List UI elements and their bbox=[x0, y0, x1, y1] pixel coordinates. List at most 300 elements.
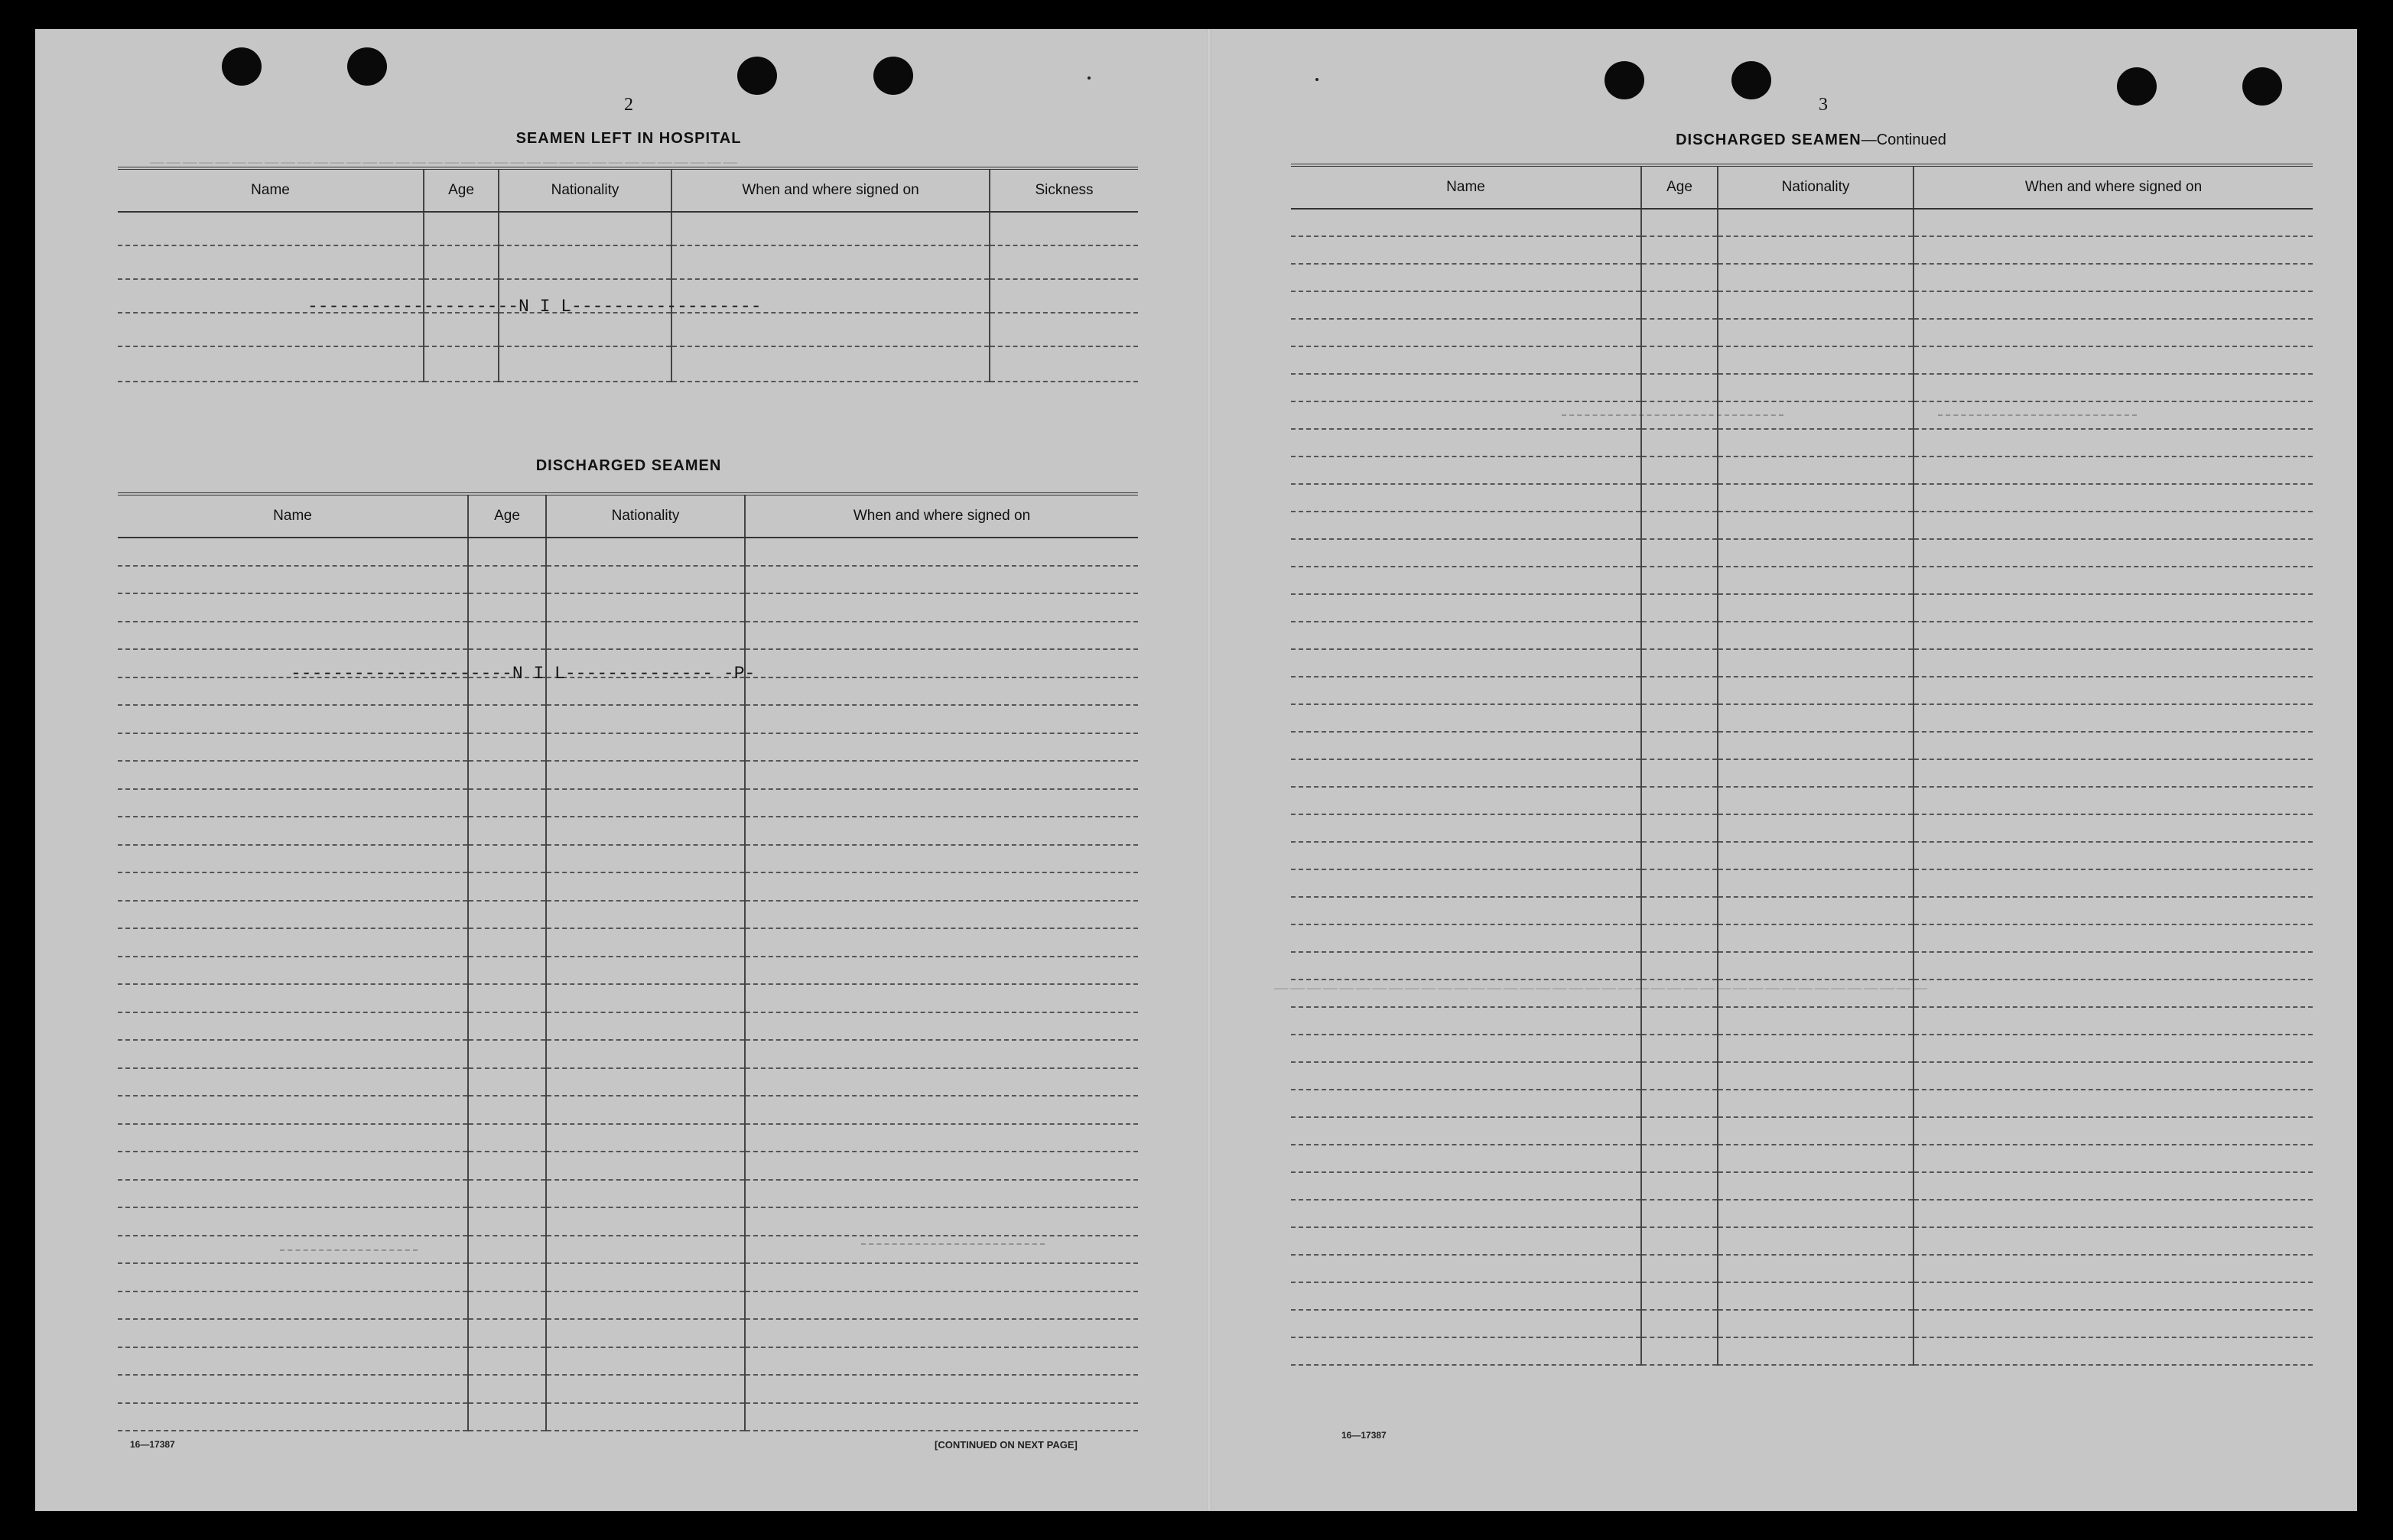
table-row bbox=[1291, 401, 2313, 429]
table-cell bbox=[1291, 567, 1641, 594]
table-cell bbox=[118, 1096, 468, 1124]
table-cell bbox=[1641, 264, 1718, 291]
table-row bbox=[118, 1319, 1138, 1347]
table-cell bbox=[1641, 236, 1718, 264]
table-row bbox=[1291, 429, 2313, 456]
table-cell bbox=[118, 845, 468, 873]
table-cell bbox=[1718, 732, 1913, 759]
table-cell bbox=[468, 1403, 546, 1431]
table-cell bbox=[468, 1236, 546, 1264]
table-cell bbox=[468, 845, 546, 873]
table-row bbox=[118, 538, 1138, 566]
table-cell bbox=[468, 761, 546, 789]
page-number: 3 bbox=[1819, 95, 1828, 115]
table-cell bbox=[118, 1375, 468, 1403]
table-cell bbox=[1913, 346, 2313, 374]
table-cell bbox=[546, 1124, 745, 1152]
table-cell bbox=[745, 1096, 1138, 1124]
table-cell bbox=[1641, 209, 1718, 236]
table-cell bbox=[1291, 484, 1641, 512]
table-cell bbox=[1641, 924, 1718, 952]
table-cell bbox=[546, 928, 745, 957]
table-cell bbox=[546, 1375, 745, 1403]
table-cell bbox=[468, 566, 546, 594]
table-cell bbox=[1291, 787, 1641, 814]
table-cell bbox=[1291, 236, 1641, 264]
table-cell bbox=[1641, 980, 1718, 1007]
table-cell bbox=[1913, 1062, 2313, 1090]
column-header-signed-on: When and where signed on bbox=[745, 494, 1138, 538]
table-cell bbox=[1913, 1172, 2313, 1200]
table-cell bbox=[1718, 567, 1913, 594]
table-cell bbox=[1718, 484, 1913, 512]
table-cell bbox=[1291, 677, 1641, 704]
table-cell bbox=[1641, 814, 1718, 842]
table-cell bbox=[546, 593, 745, 622]
table-row bbox=[118, 1347, 1138, 1376]
table-cell bbox=[1718, 759, 1913, 787]
table-row bbox=[1291, 1035, 2313, 1062]
column-header-name: Name bbox=[118, 168, 424, 212]
table-cell bbox=[745, 761, 1138, 789]
table-cell bbox=[118, 1040, 468, 1068]
table-cell bbox=[546, 817, 745, 845]
table-cell bbox=[1641, 429, 1718, 456]
table-header-row bbox=[118, 168, 1138, 212]
table-cell bbox=[1291, 869, 1641, 897]
table-cell bbox=[1291, 1200, 1641, 1227]
table-cell bbox=[118, 1347, 468, 1376]
table-cell bbox=[546, 733, 745, 762]
table-cell bbox=[745, 1236, 1138, 1264]
faint-mark bbox=[280, 1249, 418, 1252]
table-cell bbox=[118, 1068, 468, 1097]
table-row bbox=[118, 1403, 1138, 1431]
table-cell bbox=[468, 1347, 546, 1376]
table-cell bbox=[1291, 980, 1641, 1007]
table-row bbox=[1291, 842, 2313, 869]
table-cell bbox=[1718, 512, 1913, 539]
continued-note: [CONTINUED ON NEXT PAGE] bbox=[935, 1439, 1078, 1451]
table-cell bbox=[118, 538, 468, 566]
table-cell bbox=[1291, 924, 1641, 952]
table-row bbox=[1291, 1090, 2313, 1117]
table-row bbox=[1291, 539, 2313, 567]
table-row bbox=[118, 346, 1138, 382]
table-cell bbox=[1291, 1007, 1641, 1035]
table-cell bbox=[1291, 1035, 1641, 1062]
table-cell bbox=[1913, 649, 2313, 677]
table-cell bbox=[546, 1319, 745, 1347]
table-cell bbox=[745, 622, 1138, 650]
hospital-nil-entry: --------------------N I L------------------ bbox=[307, 297, 762, 317]
table-cell bbox=[1291, 649, 1641, 677]
table-cell bbox=[468, 593, 546, 622]
table-cell bbox=[1718, 1227, 1913, 1255]
table-cell bbox=[1718, 1310, 1913, 1337]
table-cell bbox=[1718, 374, 1913, 401]
table-cell bbox=[468, 1040, 546, 1068]
table-cell bbox=[468, 817, 546, 845]
table-row bbox=[118, 901, 1138, 929]
table-cell bbox=[745, 593, 1138, 622]
discharged-continued-table bbox=[1291, 164, 2313, 1366]
table-row bbox=[118, 1012, 1138, 1041]
table-cell bbox=[1641, 1255, 1718, 1282]
table-cell bbox=[118, 1124, 468, 1152]
table-cell bbox=[1718, 1007, 1913, 1035]
discharged-section-title: DISCHARGED SEAMEN bbox=[535, 457, 722, 474]
table-cell bbox=[1718, 456, 1913, 484]
table-cell bbox=[1291, 429, 1641, 456]
table-cell bbox=[546, 984, 745, 1012]
table-cell bbox=[546, 1012, 745, 1041]
table-cell bbox=[745, 1319, 1138, 1347]
table-cell bbox=[1913, 1200, 2313, 1227]
table-cell bbox=[745, 1291, 1138, 1320]
table-cell bbox=[468, 928, 546, 957]
document-sheet bbox=[35, 29, 2357, 1511]
table-row bbox=[118, 928, 1138, 957]
table-cell bbox=[1291, 732, 1641, 759]
table-cell bbox=[468, 1180, 546, 1208]
table-cell bbox=[1913, 759, 2313, 787]
table-cell bbox=[1913, 264, 2313, 291]
faint-mark bbox=[1562, 414, 1783, 417]
table-row bbox=[1291, 759, 2313, 787]
table-row bbox=[118, 733, 1138, 762]
column-header-sickness: Sickness bbox=[990, 168, 1138, 212]
table-row bbox=[118, 1068, 1138, 1097]
discharged-table bbox=[118, 492, 1138, 1431]
table-cell bbox=[1291, 1062, 1641, 1090]
table-cell bbox=[745, 649, 1138, 677]
table-cell bbox=[1641, 291, 1718, 319]
table-cell bbox=[546, 845, 745, 873]
table-cell bbox=[546, 1180, 745, 1208]
table-cell bbox=[546, 1152, 745, 1180]
table-cell bbox=[1913, 1145, 2313, 1172]
table-cell bbox=[1913, 209, 2313, 236]
table-row bbox=[1291, 594, 2313, 622]
table-cell bbox=[546, 705, 745, 733]
table-cell bbox=[546, 1403, 745, 1431]
table-cell bbox=[1291, 814, 1641, 842]
table-cell bbox=[1718, 869, 1913, 897]
table-row bbox=[1291, 456, 2313, 484]
table-cell bbox=[546, 761, 745, 789]
table-row bbox=[118, 566, 1138, 594]
table-cell bbox=[1913, 924, 2313, 952]
table-row bbox=[1291, 649, 2313, 677]
table-cell bbox=[1291, 952, 1641, 980]
table-cell bbox=[1913, 319, 2313, 346]
table-cell bbox=[1718, 346, 1913, 374]
table-cell bbox=[1718, 236, 1913, 264]
table-cell bbox=[118, 901, 468, 929]
table-cell bbox=[1913, 814, 2313, 842]
table-cell bbox=[1913, 484, 2313, 512]
table-row bbox=[1291, 897, 2313, 924]
table-row bbox=[1291, 209, 2313, 236]
table-cell bbox=[1291, 1337, 1641, 1365]
table-cell bbox=[745, 789, 1138, 817]
table-cell bbox=[1641, 594, 1718, 622]
table-cell bbox=[745, 1263, 1138, 1291]
table-row bbox=[118, 1152, 1138, 1180]
column-header-name: Name bbox=[118, 494, 468, 538]
table-row bbox=[1291, 1007, 2313, 1035]
table-cell bbox=[1641, 649, 1718, 677]
table-cell bbox=[1641, 787, 1718, 814]
table-cell bbox=[468, 1068, 546, 1097]
table-cell bbox=[118, 1263, 468, 1291]
table-cell bbox=[1718, 429, 1913, 456]
table-cell bbox=[1913, 842, 2313, 869]
table-cell bbox=[118, 984, 468, 1012]
table-cell bbox=[468, 1263, 546, 1291]
table-cell bbox=[1641, 346, 1718, 374]
column-header-nationality: Nationality bbox=[1718, 165, 1913, 209]
table-row bbox=[1291, 924, 2313, 952]
column-header-age: Age bbox=[424, 168, 499, 212]
table-cell bbox=[1718, 980, 1913, 1007]
table-cell bbox=[1913, 732, 2313, 759]
table-row bbox=[118, 593, 1138, 622]
faint-mark bbox=[861, 1243, 1045, 1246]
table-row bbox=[1291, 869, 2313, 897]
table-cell bbox=[1291, 897, 1641, 924]
table-cell bbox=[745, 566, 1138, 594]
table-cell bbox=[546, 1291, 745, 1320]
table-row bbox=[118, 817, 1138, 845]
table-cell bbox=[1291, 319, 1641, 346]
left-page bbox=[35, 29, 1207, 1511]
table-cell bbox=[1913, 1255, 2313, 1282]
table-cell bbox=[745, 677, 1138, 706]
table-cell bbox=[1718, 594, 1913, 622]
table-cell bbox=[1641, 1282, 1718, 1310]
table-cell bbox=[1641, 622, 1718, 649]
table-row bbox=[118, 1124, 1138, 1152]
table-cell bbox=[1641, 319, 1718, 346]
table-cell bbox=[1718, 897, 1913, 924]
table-cell bbox=[1913, 1117, 2313, 1145]
table-cell bbox=[546, 1096, 745, 1124]
table-cell bbox=[1641, 952, 1718, 980]
table-cell bbox=[1291, 1227, 1641, 1255]
table-cell bbox=[1641, 1062, 1718, 1090]
table-cell bbox=[118, 622, 468, 650]
table-cell bbox=[1913, 677, 2313, 704]
table-cell bbox=[118, 705, 468, 733]
table-cell bbox=[745, 901, 1138, 929]
table-row bbox=[1291, 512, 2313, 539]
table-row bbox=[1291, 732, 2313, 759]
table-cell bbox=[1718, 677, 1913, 704]
table-cell bbox=[1291, 1172, 1641, 1200]
table-cell bbox=[546, 538, 745, 566]
table-row bbox=[1291, 787, 2313, 814]
table-cell bbox=[118, 733, 468, 762]
table-cell bbox=[1641, 1337, 1718, 1365]
table-row bbox=[1291, 264, 2313, 291]
table-cell bbox=[1641, 677, 1718, 704]
table-cell bbox=[1718, 649, 1913, 677]
table-row bbox=[118, 984, 1138, 1012]
table-cell bbox=[546, 1347, 745, 1376]
table-cell bbox=[1718, 264, 1913, 291]
table-cell bbox=[1913, 952, 2313, 980]
table-row bbox=[1291, 952, 2313, 980]
table-cell bbox=[118, 817, 468, 845]
table-cell bbox=[468, 1319, 546, 1347]
table-row bbox=[1291, 677, 2313, 704]
table-row bbox=[1291, 374, 2313, 401]
table-cell bbox=[1641, 1090, 1718, 1117]
table-cell bbox=[468, 1096, 546, 1124]
table-cell bbox=[1641, 759, 1718, 787]
table-row bbox=[118, 845, 1138, 873]
table-row bbox=[118, 705, 1138, 733]
table-cell bbox=[1641, 732, 1718, 759]
table-row bbox=[1291, 814, 2313, 842]
table-row bbox=[1291, 1282, 2313, 1310]
table-cell bbox=[468, 622, 546, 650]
table-row bbox=[1291, 704, 2313, 732]
table-cell bbox=[1718, 787, 1913, 814]
table-cell bbox=[1913, 374, 2313, 401]
table-cell bbox=[1718, 291, 1913, 319]
table-cell bbox=[118, 1152, 468, 1180]
column-header-name: Name bbox=[1291, 165, 1641, 209]
table-cell bbox=[468, 1375, 546, 1403]
table-cell bbox=[1641, 567, 1718, 594]
table-cell bbox=[745, 1040, 1138, 1068]
table-cell bbox=[745, 705, 1138, 733]
table-cell bbox=[468, 1012, 546, 1041]
table-row bbox=[1291, 319, 2313, 346]
table-cell bbox=[1913, 622, 2313, 649]
table-cell bbox=[1913, 787, 2313, 814]
column-header-age: Age bbox=[468, 494, 546, 538]
table-cell bbox=[118, 872, 468, 901]
table-cell bbox=[1291, 1282, 1641, 1310]
table-cell bbox=[1641, 456, 1718, 484]
table-row bbox=[1291, 1337, 2313, 1365]
table-cell bbox=[745, 1375, 1138, 1403]
title-continued: —Continued bbox=[1861, 132, 1946, 148]
table-cell bbox=[1913, 897, 2313, 924]
table-cell bbox=[118, 1012, 468, 1041]
table-cell bbox=[745, 1403, 1138, 1431]
table-cell bbox=[1913, 539, 2313, 567]
table-cell bbox=[118, 1319, 468, 1347]
table-cell bbox=[546, 566, 745, 594]
table-row bbox=[118, 622, 1138, 650]
table-cell bbox=[1913, 429, 2313, 456]
table-row bbox=[1291, 622, 2313, 649]
table-cell bbox=[1913, 567, 2313, 594]
table-cell bbox=[1913, 1337, 2313, 1365]
table-cell bbox=[1913, 869, 2313, 897]
table-cell bbox=[1913, 1007, 2313, 1035]
table-cell bbox=[118, 761, 468, 789]
table-cell bbox=[1718, 1090, 1913, 1117]
table-cell bbox=[546, 872, 745, 901]
table-cell bbox=[1718, 704, 1913, 732]
table-row bbox=[118, 1207, 1138, 1236]
table-cell bbox=[1641, 704, 1718, 732]
table-cell bbox=[745, 1207, 1138, 1236]
column-header-nationality: Nationality bbox=[499, 168, 671, 212]
table-cell bbox=[745, 845, 1138, 873]
table-header-row bbox=[1291, 165, 2313, 209]
table-cell bbox=[745, 538, 1138, 566]
table-cell bbox=[468, 984, 546, 1012]
table-cell bbox=[745, 1180, 1138, 1208]
table-cell bbox=[1913, 1090, 2313, 1117]
table-cell bbox=[1641, 1200, 1718, 1227]
table-cell bbox=[118, 789, 468, 817]
table-row bbox=[1291, 1062, 2313, 1090]
table-row bbox=[118, 1180, 1138, 1208]
table-row bbox=[118, 957, 1138, 985]
table-row bbox=[118, 761, 1138, 789]
page-number: 2 bbox=[624, 95, 633, 115]
table-cell bbox=[1913, 594, 2313, 622]
table-cell bbox=[118, 566, 468, 594]
table-cell bbox=[468, 901, 546, 929]
table-cell bbox=[1291, 1117, 1641, 1145]
table-cell bbox=[745, 928, 1138, 957]
table-cell bbox=[468, 705, 546, 733]
table-cell bbox=[1291, 539, 1641, 567]
table-row bbox=[118, 1291, 1138, 1320]
table-cell bbox=[546, 789, 745, 817]
table-cell bbox=[468, 1207, 546, 1236]
table-row bbox=[118, 789, 1138, 817]
table-cell bbox=[546, 901, 745, 929]
table-row bbox=[1291, 1145, 2313, 1172]
table-cell bbox=[1641, 842, 1718, 869]
table-cell bbox=[1641, 1145, 1718, 1172]
table-row bbox=[118, 1040, 1138, 1068]
table-cell bbox=[1641, 1035, 1718, 1062]
right-page bbox=[1211, 29, 2357, 1511]
table-cell bbox=[1291, 209, 1641, 236]
table-cell bbox=[1291, 456, 1641, 484]
table-cell bbox=[1291, 264, 1641, 291]
table-cell bbox=[1718, 539, 1913, 567]
table-cell bbox=[1718, 319, 1913, 346]
table-cell bbox=[745, 872, 1138, 901]
table-cell bbox=[1641, 897, 1718, 924]
hospital-section-title: SEAMEN LEFT IN HOSPITAL bbox=[515, 130, 742, 147]
table-cell bbox=[468, 872, 546, 901]
table-cell bbox=[1641, 1310, 1718, 1337]
table-cell bbox=[468, 1152, 546, 1180]
table-header-row bbox=[118, 494, 1138, 538]
table-cell bbox=[745, 733, 1138, 762]
table-cell bbox=[745, 984, 1138, 1012]
title-main: DISCHARGED SEAMEN bbox=[1676, 132, 1861, 148]
table-cell bbox=[546, 1236, 745, 1264]
table-cell bbox=[118, 928, 468, 957]
table-cell bbox=[745, 817, 1138, 845]
table-cell bbox=[1291, 704, 1641, 732]
table-cell bbox=[1718, 1062, 1913, 1090]
